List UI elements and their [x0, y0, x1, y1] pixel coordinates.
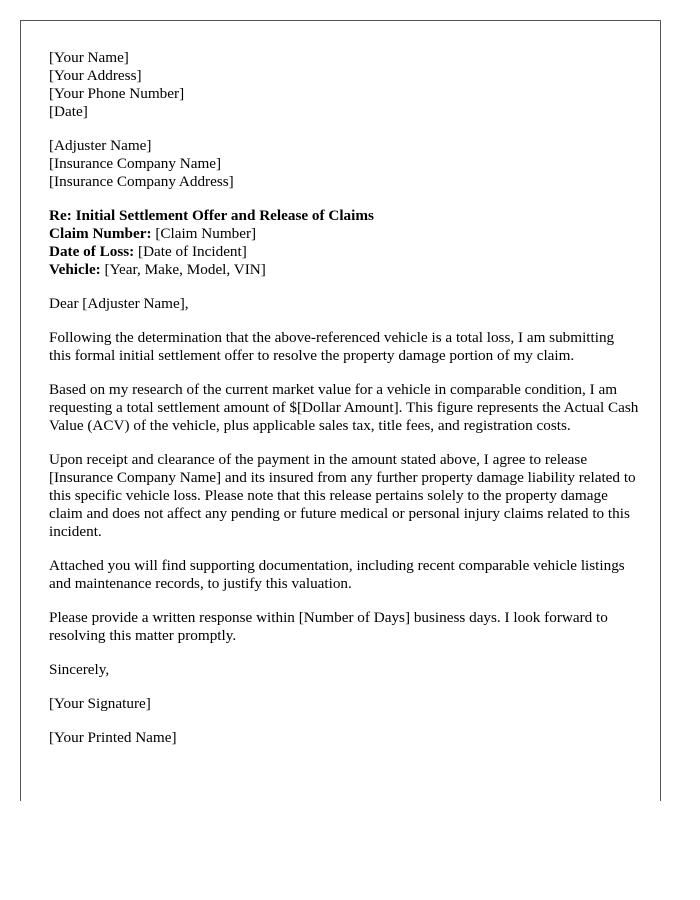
date-of-loss-line: [49, 243, 639, 261]
paragraph-response-request: Please provide a written response within [Number of Days] business days. I look forward to resolving this matter promptly.: [49, 609, 608, 644]
paragraph-total-loss: Following the determination that the above-referenced vehicle is a total loss, I am submitting this formal initial settlement offer to resolve the property damage portion of my claim.: [49, 329, 615, 364]
printed-name: [Your Printed Name]: [49, 729, 177, 746]
letter-body: [49, 49, 639, 763]
date-of-loss-label: Date of Loss:: [49, 243, 135, 260]
signature: [Your Signature]: [49, 695, 151, 712]
letter-date: [Date]: [49, 103, 88, 120]
adjuster-name: [Adjuster Name]: [49, 137, 152, 154]
insurance-company-name: [Insurance Company Name]: [49, 155, 222, 172]
sender-address: [Your Address]: [49, 67, 142, 84]
subject-block: [49, 207, 639, 279]
date-of-loss-value: [Date of Incident]: [134, 243, 247, 260]
vehicle-label: Vehicle:: [49, 261, 101, 278]
sender-block: [49, 49, 639, 121]
sender-name: [Your Name]: [49, 49, 129, 66]
paragraph-settlement-amount: Based on my research of the current market value for a vehicle in comparable condition, I am requesting a total settlement amount of $[Dollar Amount]. This figure represents the Actual Cash Value (ACV) of the vehicle, plus applicable sales tax, title fees, and registration costs.: [49, 381, 639, 434]
closing: Sincerely,: [49, 661, 110, 678]
vehicle-line: [49, 261, 639, 279]
claim-number-value: [Claim Number]: [151, 225, 257, 242]
sender-phone: [Your Phone Number]: [49, 85, 185, 102]
paragraph-release: Upon receipt and clearance of the payment in the amount stated above, I agree to release [Insurance Company Name] and its insured from any further property damage liability related to this specific vehicle loss. Please note that this release pertains solely to the property damage claim and does not affect any pending or future medical or personal injury claims related to this incident.: [49, 451, 636, 540]
paragraph-documentation: Attached you will find supporting documentation, including recent comparable vehicle listings and maintenance records, to justify this valuation.: [49, 557, 625, 592]
subject-line: Re: Initial Settlement Offer and Release of Claims: [49, 207, 374, 224]
letter-page: [20, 20, 661, 801]
claim-number-label: Claim Number:: [49, 225, 152, 242]
insurance-company-address: [Insurance Company Address]: [49, 173, 234, 190]
claim-number-line: [49, 225, 639, 243]
recipient-block: [49, 137, 639, 191]
vehicle-value: [Year, Make, Model, VIN]: [100, 261, 266, 278]
salutation: Dear [Adjuster Name],: [49, 295, 189, 312]
